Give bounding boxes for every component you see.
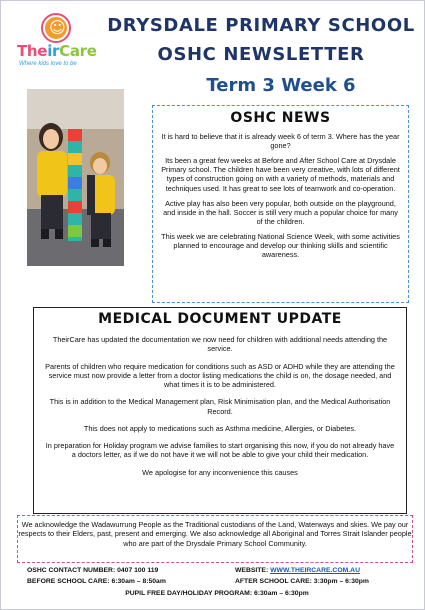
medical-paragraph: This is in addition to the Medical Management plan, Risk Minimisation plan, and the Medical Authorisation Record.: [49, 397, 391, 416]
news-paragraph: This week we are celebrating National Science Week, with some activities planned to encourage and develop our thinking skills and scientific awareness.: [161, 231, 400, 260]
medical-paragraph: We apologise for any inconvenience this causes: [142, 467, 298, 477]
news-paragraph: Active play has also been very popular, both outside on the playground, and inside in the hall. Soccer is still very much a popular choice for many of the children.: [163, 198, 398, 226]
logo-wordmark: TheirCare: [17, 42, 97, 60]
medical-paragraph: Parents of children who require medication for conditions such as ASD or ADHD while they are attending the service must now provide a letter from a doctor listing medications the child is on, the dosage needed, and what times it is to be administered.: [45, 361, 395, 390]
page-title-line1: DRYSDALE PRIMARY SCHOOL: [107, 15, 415, 36]
oshc-news-box: [152, 105, 409, 303]
page-title-line2: OSHC NEWSLETTER: [157, 44, 365, 65]
photo-illustration: [27, 89, 124, 266]
theircare-logo: [15, 15, 105, 65]
logo-tagline: Where kids love to be: [19, 61, 77, 67]
medical-paragraph: This does not apply to medications such as Asthma medicine, Allergies, or Diabetes.: [83, 423, 357, 433]
smiley-logo-icon: [43, 15, 69, 41]
term-heading: Term 3 Week 6: [206, 75, 356, 96]
children-construction-photo: [27, 89, 124, 266]
before-school-care-hours: BEFORE SCHOOL CARE: 6:30am – 8:50am: [27, 578, 166, 585]
medical-paragraph: TheirCare has updated the documentation we now need for children with additional needs attending the service.: [52, 335, 388, 354]
after-school-care-hours: AFTER SCHOOL CARE: 3:30pm – 6:30pm: [235, 578, 369, 585]
website-link[interactable]: WWW.THEIRCARE.COM.AU: [270, 567, 360, 574]
medical-update-box: [33, 307, 407, 514]
website: [235, 567, 360, 574]
news-paragraph: It is hard to believe that it is already week 6 of term 3. Where has the year gone?: [161, 132, 400, 151]
pupil-free-day-hours: PUPIL FREE DAY/HOLIDAY PROGRAM: 6:30am – 6:30pm: [125, 590, 309, 597]
website-label: WEBSITE:: [235, 567, 271, 574]
acknowledgement-text: We acknowledge the Wadawurrung People as the Traditional custodians of the Land, Waterways and skies. We pay our respects to their Elders, past, present and emerging. We also acknowledge all Aboriginal and Torres Strait Islander people who are part of the Drysdale Primary School Community.: [18, 520, 412, 548]
medical-paragraph: In preparation for Holiday program we advise families to start organising this now, if you do not already have a doctors letter, as if we do not have it we will not be able to give your child their medication.: [45, 441, 395, 460]
medical-title: MEDICAL DOCUMENT UPDATE: [98, 311, 342, 327]
news-title: OSHC NEWS: [230, 110, 331, 126]
news-paragraph: Its been a great few weeks at Before and After School Care at Drysdale Primary school. The children have been very creative, with lots of different types of construction going on with a variety of methods, materials and techniques used. It has great to see lots of teamwork and co-operation.: [161, 156, 400, 193]
contact-number: OSHC CONTACT NUMBER: 0407 100 119: [27, 567, 159, 574]
acknowledgement-box: [17, 515, 413, 563]
